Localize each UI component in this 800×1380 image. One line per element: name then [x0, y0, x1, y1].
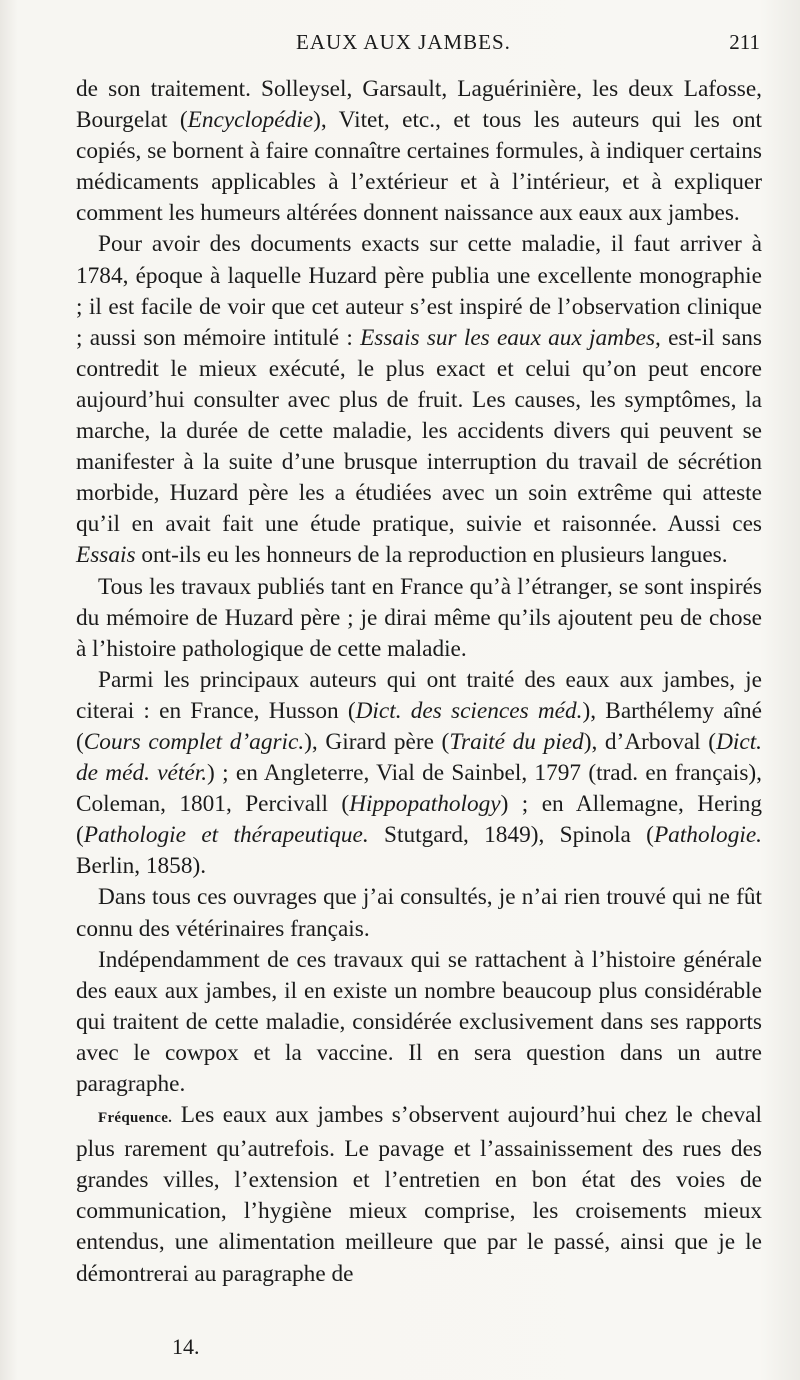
italic-text: Essais sur les eaux aux jambes,: [360, 324, 661, 351]
italic-text: Hippopathology: [349, 791, 501, 818]
text-run: ) ; en Angleterre, Vial de Sainbel, 1797 (trad. en français), Coleman, 1801, Percivall (: [76, 760, 763, 818]
paragraph: [76, 1100, 762, 1290]
page-number: 211: [729, 30, 760, 54]
paragraph: [76, 572, 762, 665]
text-run: Tous les travaux publiés tant en France qu’à l’étranger, se sont inspirés du mémoire de Huzard père ; je dirai même qu’ils ajoutent peu de chose à l’histoire pathologique de cette maladie.: [76, 573, 762, 662]
italic-text: Pathologie et thérapeutique.: [83, 822, 369, 849]
paragraph: [76, 74, 762, 229]
text-run: Indépendamment de ces travaux qui se rattachent à l’histoire générale des eaux aux jambes, il en existe un nombre beaucoup plus considérable qui traitent de cette maladie, considérée exclusivement dans ses rapports avec le cowpox et la vaccine. Il en sera question dans un autre paragraphe.: [76, 946, 762, 1097]
text-run: Parmi les principaux auteurs qui ont traité des eaux aux jambes, je citerai : en France, Husson (: [76, 666, 762, 724]
text-run: Berlin, 1858).: [76, 853, 207, 880]
paragraph: [76, 665, 762, 883]
paragraph: [76, 945, 762, 1100]
text-run: Dans tous ces ouvrages que j’ai consultés, je n’ai rien trouvé qui ne fût connu des vétérinaires français.: [76, 884, 762, 942]
page-header: [76, 30, 766, 60]
italic-text: Traité du pied: [449, 728, 584, 755]
italic-text: Essais: [76, 542, 136, 569]
text-run: ), Girard père (: [304, 728, 450, 755]
italic-text: Dict. de méd. vétér.: [76, 728, 762, 787]
paragraph: [76, 229, 762, 571]
italic-text: Cours complet d’agric.: [83, 728, 305, 755]
text-run: ) ; en Allemagne, Hering (: [76, 791, 762, 849]
italic-text: Encyclopédie: [187, 107, 314, 134]
text-run: est-il sans contredit le mieux exécuté, le plus exact et celui qu’on peut encore aujourd’hui consulter avec plus de fruit. Les causes, les symptômes, la marche, la durée de cette maladie, les accidents divers qui peuvent se manifester à la suite d’une brusque interruption du travail de sécrétion morbide, Huzard père les a étudiées avec un soin extrême qui atteste qu’il en avait fait une étude pratique, suivie et raisonnée. Aussi ces: [76, 324, 762, 538]
text-run: ), Barthélemy aîné (: [76, 697, 762, 755]
text-run: Stutgard, 1849), Spinola (: [368, 822, 654, 849]
italic-text: Pathologie.: [653, 822, 762, 849]
body-text: [76, 74, 762, 1290]
section-lead: Fréquence.: [98, 1110, 173, 1127]
text-run: Pour avoir des documents exacts sur cette maladie, il faut arriver à 1784, époque à laquelle Huzard père publia une excellente monographie ; il est facile de voir que cet auteur s’est inspiré de l’observation clinique ; aussi son mémoire intitulé :: [76, 231, 762, 351]
text-run: ), d’Arboval (: [583, 728, 717, 755]
text-run: ont-ils eu les honneurs de la reproduction en plusieurs langues.: [135, 542, 728, 569]
running-title: EAUX AUX JAMBES.: [296, 30, 511, 54]
paragraph: [76, 882, 762, 944]
text-run: de son traitement. Solleysel, Garsault, Laguérinière, les deux Lafosse, Bourgelat (: [76, 76, 762, 134]
italic-text: Dict. des sciences méd.: [355, 697, 583, 724]
text-run: Les eaux aux jambes s’observent aujourd’hui chez le cheval plus rarement qu’autrefois. Le pavage et l’assainissement des rues des grandes villes, l’extension et l’entretien en bon état des voies de communication, l’hygiène mieux comprise, les croisements mieux entendus, une alimentation meilleure que par le passé, ainsi que je le démontrerai au paragraphe de: [76, 1102, 762, 1287]
signature-mark: 14.: [172, 1334, 200, 1359]
text-run: ), Vitet, etc., et tous les auteurs qui les ont copiés, se bornent à faire connaître certaines formules, à indiquer certains médicaments applicables à l’extérieur et à l’intérieur, et à expliquer comment les humeurs altérées donnent naissance aux eaux aux jambes.: [76, 107, 763, 227]
